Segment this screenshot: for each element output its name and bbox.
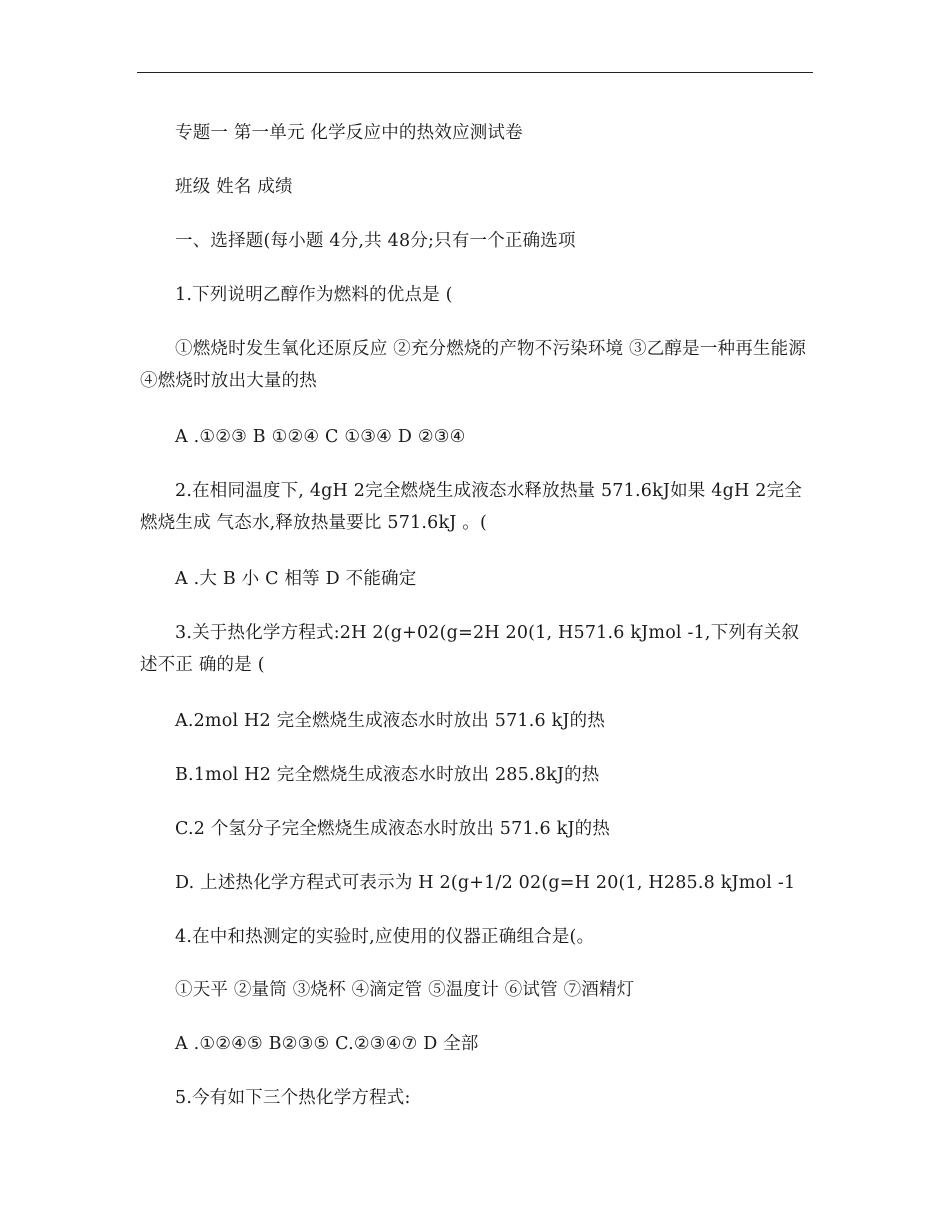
question-3-option-b: B.1mol H2 完全燃烧生成液态水时放出 285.8kJ的热 (175, 765, 600, 785)
question-1-stem: 1.下列说明乙醇作为燃料的优点是 ( (175, 285, 453, 305)
question-4-stem: 4.在中和热测定的实验时,应使用的仪器正确组合是(。 (175, 927, 595, 947)
header-rule (137, 72, 813, 73)
question-2-options: A .大 B 小 C 相等 D 不能确定 (175, 569, 417, 589)
question-3-option-a: A.2mol H2 完全燃烧生成液态水时放出 571.6 kJ的热 (175, 711, 606, 731)
question-4-items: ①天平 ②量筒 ③烧杯 ④滴定管 ⑤温度计 ⑥试管 ⑦酒精灯 (175, 980, 635, 1000)
document-title: 专题一 第一单元 化学反应中的热效应测试卷 (175, 123, 523, 143)
question-4-options: A .①②④⑤ B②③⑤ C.②③④⑦ D 全部 (175, 1034, 479, 1054)
student-info-line: 班级 姓名 成绩 (175, 177, 293, 197)
section-heading: 一、选择题(每小题 4分,共 48分;只有一个正确选项 (175, 231, 576, 251)
question-1-statements: ①燃烧时发生氧化还原反应 ②充分燃烧的产物不污染环境 ③乙醇是一种再生能源 ④燃烧时放出大量的热 (140, 339, 807, 391)
question-2-stem: 2.在相同温度下, 4gH 2完全燃烧生成液态水释放热量 571.6kJ如果 4gH 2完全燃烧生成 气态水,释放热量要比 571.6kJ 。( (140, 481, 802, 533)
question-3-option-d: D. 上述热化学方程式可表示为 H 2(g+1/2 02(g=H 20(1, H285.8 kJmol -1 (175, 873, 796, 893)
question-5-stem: 5.今有如下三个热化学方程式: (175, 1088, 411, 1108)
question-3-stem: 3.关于热化学方程式:2H 2(g+02(g=2H 20(1, H571.6 kJmol -1,下列有关叙述不正 确的是 ( (140, 623, 800, 675)
question-1-options: A .①②③ B ①②④ C ①③④ D ②③④ (175, 427, 466, 447)
question-3-option-c: C.2 个氢分子完全燃烧生成液态水时放出 571.6 kJ的热 (175, 819, 611, 839)
